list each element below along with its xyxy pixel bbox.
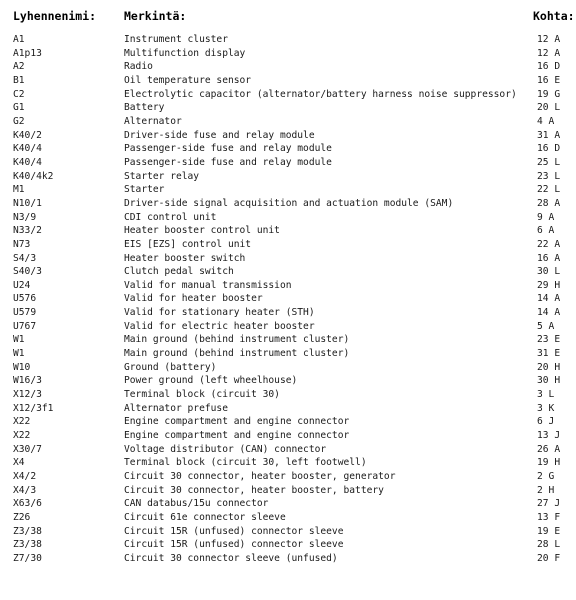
table-row (0, 156, 576, 170)
row-designation: Heater booster control unit (124, 225, 280, 237)
row-designation: Battery (124, 102, 165, 114)
table-row (0, 443, 576, 457)
row-designation: Valid for heater booster (124, 293, 263, 305)
row-abbreviation: U767 (13, 320, 37, 332)
row-location: 6 J (537, 416, 555, 428)
table-row (0, 415, 576, 429)
table-row (0, 129, 576, 143)
row-designation: Heater booster switch (124, 252, 246, 264)
row-abbreviation: W1 (13, 348, 25, 360)
table-row (0, 252, 576, 266)
row-abbreviation: K40/4k2 (13, 170, 54, 182)
row-abbreviation: S40/3 (13, 266, 42, 278)
table-row (0, 511, 576, 525)
row-abbreviation: N73 (13, 238, 31, 250)
row-location: 20 H (537, 361, 561, 373)
table-row (0, 183, 576, 197)
row-location: 29 H (537, 279, 561, 291)
table-row (0, 170, 576, 184)
row-location: 16 D (537, 143, 561, 155)
row-location: 16 D (537, 61, 561, 73)
row-designation: Passenger-side fuse and relay module (124, 143, 332, 155)
row-designation: Driver-side fuse and relay module (124, 129, 315, 141)
row-abbreviation: U576 (13, 293, 37, 305)
row-designation: Oil temperature sensor (124, 74, 252, 86)
table-row (0, 47, 576, 61)
row-abbreviation: X4/2 (13, 471, 37, 482)
row-designation: CDI control unit (124, 211, 217, 223)
row-location: 2 G (537, 471, 555, 482)
row-designation: Instrument cluster (124, 34, 228, 45)
table-row (0, 470, 576, 484)
row-designation: Electrolytic capacitor (alternator/battery harness noise suppressor) (124, 88, 517, 100)
row-abbreviation: M1 (13, 184, 25, 196)
row-location: 14 A (537, 293, 561, 305)
table-row (0, 456, 576, 470)
row-abbreviation: G1 (13, 102, 25, 114)
row-abbreviation: X4/3 (13, 484, 37, 496)
row-location: 3 L (537, 389, 555, 401)
row-abbreviation: U24 (13, 279, 31, 291)
row-location: 26 A (537, 443, 561, 455)
table-row (0, 238, 576, 252)
row-location: 22 A (537, 238, 561, 250)
row-designation: Engine compartment and engine connector (124, 430, 350, 442)
row-location: 28 L (537, 539, 561, 551)
table-row (0, 265, 576, 279)
row-location: 19 H (537, 457, 561, 469)
row-designation: Terminal block (circuit 30, left footwell) (124, 457, 367, 469)
row-abbreviation: W1 (13, 334, 25, 346)
row-abbreviation: U579 (13, 307, 37, 319)
row-abbreviation: Z26 (13, 511, 31, 523)
row-location: 12 A (537, 34, 561, 45)
row-abbreviation: K40/2 (13, 129, 42, 141)
row-abbreviation: Z3/38 (13, 539, 42, 551)
table-row (0, 306, 576, 320)
row-location: 27 J (537, 498, 561, 510)
row-designation: Clutch pedal switch (124, 266, 234, 278)
row-location: 30 L (537, 266, 561, 278)
row-abbreviation: W16/3 (13, 375, 42, 387)
row-designation: Circuit 30 connector, heater booster, battery (124, 484, 384, 496)
table-row (0, 292, 576, 306)
row-location: 30 H (537, 375, 561, 387)
row-designation: Ground (battery) (124, 361, 217, 373)
row-abbreviation: X12/3f1 (13, 402, 54, 414)
row-designation: Starter relay (124, 170, 200, 182)
table-row (0, 74, 576, 88)
row-designation: Circuit 30 connector, heater booster, generator (124, 471, 396, 482)
table-row (0, 361, 576, 375)
row-designation: Valid for stationary heater (STH) (124, 307, 315, 319)
row-abbreviation: B1 (13, 74, 25, 86)
table-row (0, 60, 576, 74)
row-location: 12 A (537, 47, 561, 59)
row-location: 23 E (537, 334, 561, 346)
row-location: 9 A (537, 211, 555, 223)
row-location: 4 A (537, 115, 555, 127)
table-row (0, 211, 576, 225)
row-location: 19 G (537, 88, 561, 100)
table-row (0, 484, 576, 498)
row-abbreviation: N10/1 (13, 197, 42, 209)
row-abbreviation: Z7/30 (13, 552, 42, 564)
row-abbreviation: X22 (13, 416, 31, 428)
table-row (0, 497, 576, 511)
row-location: 22 L (537, 184, 561, 196)
table-row (0, 142, 576, 156)
table-row (0, 279, 576, 293)
table-row (0, 197, 576, 211)
header-abbreviation: Lyhennenimi: (13, 9, 97, 23)
row-location: 16 E (537, 74, 561, 86)
row-designation: EIS [EZS] control unit (124, 238, 252, 250)
row-location: 31 E (537, 348, 561, 360)
row-abbreviation: G2 (13, 115, 25, 127)
row-designation: Starter (124, 184, 165, 196)
row-designation: Alternator prefuse (124, 402, 228, 414)
row-abbreviation: K40/4 (13, 156, 42, 168)
row-abbreviation: A1 (13, 34, 25, 45)
row-designation: Voltage distributor (CAN) connector (124, 443, 327, 455)
header-location: Kohta: (533, 9, 575, 23)
row-abbreviation: S4/3 (13, 252, 37, 264)
row-abbreviation: N33/2 (13, 225, 42, 237)
table-row (0, 552, 576, 566)
table-row (0, 33, 576, 47)
table-row (0, 224, 576, 238)
row-abbreviation: C2 (13, 88, 25, 100)
table-row (0, 538, 576, 552)
row-location: 13 F (537, 511, 561, 523)
table-row (0, 525, 576, 539)
row-location: 20 F (537, 552, 561, 564)
row-abbreviation: Z3/38 (13, 525, 42, 537)
row-designation: Passenger-side fuse and relay module (124, 156, 332, 168)
row-location: 23 L (537, 170, 561, 182)
table-row (0, 429, 576, 443)
row-designation: Driver-side signal acquisition and actuation module (SAM) (124, 197, 454, 209)
row-abbreviation: N3/9 (13, 211, 37, 223)
header-designation: Merkintä: (124, 9, 187, 23)
row-location: 3 K (537, 402, 555, 414)
table-row (0, 320, 576, 334)
row-designation: CAN databus/15u connector (124, 498, 269, 510)
table-header (0, 9, 576, 25)
row-abbreviation: K40/4 (13, 143, 42, 155)
table-row (0, 101, 576, 115)
table-row (0, 333, 576, 347)
row-designation: Power ground (left wheelhouse) (124, 375, 298, 387)
row-designation: Engine compartment and engine connector (124, 416, 350, 428)
table-row (0, 88, 576, 102)
row-location: 19 E (537, 525, 561, 537)
row-location: 5 A (537, 320, 555, 332)
legend-table-body (0, 33, 576, 566)
row-location: 6 A (537, 225, 555, 237)
row-abbreviation: A1p13 (13, 47, 42, 59)
row-location: 20 L (537, 102, 561, 114)
row-abbreviation: A2 (13, 61, 25, 73)
row-location: 2 H (537, 484, 555, 496)
row-designation: Main ground (behind instrument cluster) (124, 348, 350, 360)
row-designation: Valid for electric heater booster (124, 320, 315, 332)
row-location: 31 A (537, 129, 561, 141)
row-abbreviation: W10 (13, 361, 31, 373)
row-designation: Multifunction display (124, 47, 246, 59)
table-row (0, 388, 576, 402)
row-designation: Terminal block (circuit 30) (124, 389, 280, 401)
row-designation: Circuit 15R (unfused) connector sleeve (124, 525, 344, 537)
row-designation: Valid for manual transmission (124, 279, 292, 291)
row-designation: Circuit 15R (unfused) connector sleeve (124, 539, 344, 551)
table-row (0, 374, 576, 388)
table-row (0, 347, 576, 361)
row-abbreviation: X22 (13, 430, 31, 442)
row-location: 16 A (537, 252, 561, 264)
row-location: 13 J (537, 430, 561, 442)
row-designation: Radio (124, 61, 153, 73)
row-abbreviation: X12/3 (13, 389, 42, 401)
row-location: 28 A (537, 197, 561, 209)
row-abbreviation: X4 (13, 457, 25, 469)
row-location: 25 L (537, 156, 561, 168)
table-row (0, 115, 576, 129)
row-designation: Alternator (124, 115, 182, 127)
row-abbreviation: X63/6 (13, 498, 42, 510)
row-designation: Circuit 30 connector sleeve (unfused) (124, 552, 338, 564)
row-abbreviation: X30/7 (13, 443, 42, 455)
row-location: 14 A (537, 307, 561, 319)
row-designation: Circuit 61e connector sleeve (124, 511, 286, 523)
table-row (0, 402, 576, 416)
row-designation: Main ground (behind instrument cluster) (124, 334, 350, 346)
